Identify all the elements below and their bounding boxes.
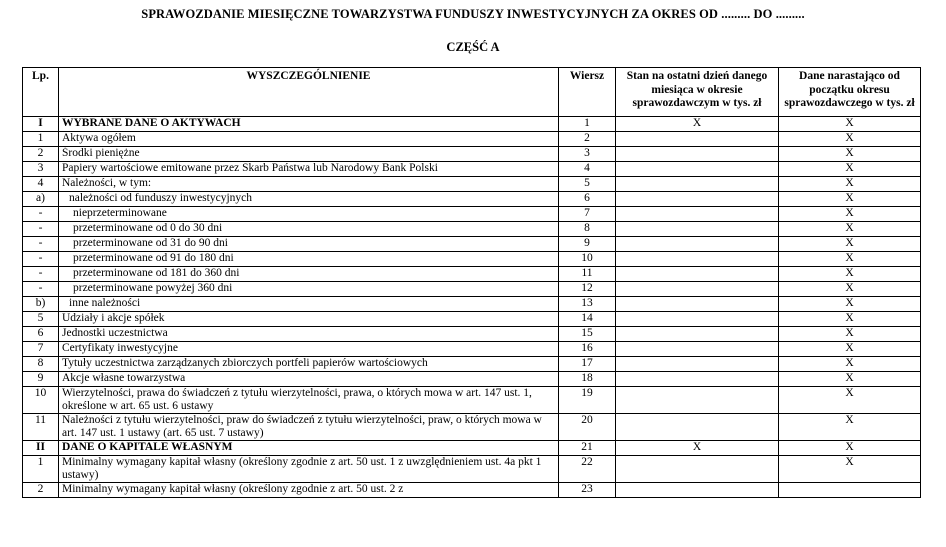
table-row [23, 342, 921, 357]
table-row [23, 297, 921, 312]
row-cumulative-value: X [779, 177, 921, 192]
row-number: 9 [559, 237, 616, 252]
row-number: 4 [559, 162, 616, 177]
row-number: 3 [559, 147, 616, 162]
row-cumulative-value: X [779, 192, 921, 207]
row-cumulative-value: X [779, 237, 921, 252]
row-description: przeterminowane powyżej 360 dni [59, 282, 559, 297]
row-lp: - [23, 222, 59, 237]
table-row [23, 387, 921, 414]
row-number: 19 [559, 387, 616, 414]
row-description: Aktywa ogółem [59, 132, 559, 147]
row-cumulative-value: X [779, 372, 921, 387]
row-month-end-value [616, 483, 779, 498]
row-month-end-value [616, 132, 779, 147]
row-lp: b) [23, 297, 59, 312]
row-lp: - [23, 282, 59, 297]
column-header-description: WYSZCZEGÓLNIENIE [59, 68, 559, 117]
row-description: Akcje własne towarzystwa [59, 372, 559, 387]
row-month-end-value [616, 267, 779, 282]
table-row [23, 237, 921, 252]
row-number: 11 [559, 267, 616, 282]
row-description: Należności, w tym: [59, 177, 559, 192]
table-row [23, 372, 921, 387]
row-number: 1 [559, 117, 616, 132]
row-lp: - [23, 252, 59, 267]
row-cumulative-value: X [779, 222, 921, 237]
column-header-lp: Lp. [23, 68, 59, 117]
row-description: przeterminowane od 31 do 90 dni [59, 237, 559, 252]
row-month-end-value [616, 456, 779, 483]
row-number: 22 [559, 456, 616, 483]
row-month-end-value [616, 207, 779, 222]
row-lp: 10 [23, 387, 59, 414]
row-number: 5 [559, 177, 616, 192]
row-description: Udziały i akcje spółek [59, 312, 559, 327]
row-month-end-value [616, 372, 779, 387]
row-lp: 1 [23, 456, 59, 483]
table-row [23, 483, 921, 498]
table-row [23, 327, 921, 342]
row-lp: a) [23, 192, 59, 207]
row-cumulative-value: X [779, 327, 921, 342]
row-lp: 4 [23, 177, 59, 192]
table-row-section-assets [23, 117, 921, 132]
row-month-end-value [616, 252, 779, 267]
row-month-end-value [616, 192, 779, 207]
row-description: Jednostki uczestnictwa [59, 327, 559, 342]
row-cumulative-value: X [779, 342, 921, 357]
row-number: 20 [559, 414, 616, 441]
row-number: 16 [559, 342, 616, 357]
report-table [22, 67, 921, 498]
table-row [23, 456, 921, 483]
row-cumulative-value: X [779, 456, 921, 483]
row-cumulative-value [779, 483, 921, 498]
row-month-end-value [616, 414, 779, 441]
row-month-end-value [616, 342, 779, 357]
row-month-end-value [616, 357, 779, 372]
row-lp: - [23, 237, 59, 252]
row-description: Certyfikaty inwestycyjne [59, 342, 559, 357]
row-description: Wierzytelności, prawa do świadczeń z tytułu wierzytelności, prawa, o których mowa w art. 147 ust. 1, określone w art. 65 ust. 6 ustawy [59, 387, 559, 414]
row-lp: - [23, 207, 59, 222]
row-month-end-value [616, 222, 779, 237]
row-cumulative-value: X [779, 441, 921, 456]
row-cumulative-value: X [779, 282, 921, 297]
row-description: DANE O KAPITALE WŁASNYM [59, 441, 559, 456]
row-month-end-value [616, 327, 779, 342]
row-lp: I [23, 117, 59, 132]
column-header-month-end-state: Stan na ostatni dzień danego miesiąca w okresie sprawozdawczym w tys. zł [616, 68, 779, 117]
row-cumulative-value: X [779, 414, 921, 441]
row-month-end-value [616, 282, 779, 297]
row-description: WYBRANE DANE O AKTYWACH [59, 117, 559, 132]
table-row-section-equity [23, 441, 921, 456]
table-row [23, 132, 921, 147]
table-row [23, 312, 921, 327]
row-month-end-value: X [616, 117, 779, 132]
row-month-end-value [616, 177, 779, 192]
row-description: należności od funduszy inwestycyjnych [59, 192, 559, 207]
report-part-heading: CZĘŚĆ A [446, 40, 500, 54]
row-month-end-value [616, 147, 779, 162]
row-description: przeterminowane od 181 do 360 dni [59, 267, 559, 282]
row-number: 14 [559, 312, 616, 327]
table-row [23, 162, 921, 177]
row-month-end-value [616, 387, 779, 414]
row-lp: 9 [23, 372, 59, 387]
row-cumulative-value: X [779, 147, 921, 162]
table-row [23, 252, 921, 267]
row-cumulative-value: X [779, 312, 921, 327]
row-lp: 6 [23, 327, 59, 342]
column-header-row-number: Wiersz [559, 68, 616, 117]
table-row [23, 177, 921, 192]
row-description: przeterminowane od 0 do 30 dni [59, 222, 559, 237]
row-description: Należności z tytułu wierzytelności, praw do świadczeń z tytułu wierzytelności, praw, o których mowa w art. 147 ust. 1 ustawy (art. 65 ust. 7 ustawy) [59, 414, 559, 441]
row-number: 7 [559, 207, 616, 222]
header-row [23, 68, 921, 117]
row-cumulative-value: X [779, 162, 921, 177]
row-description: nieprzeterminowane [59, 207, 559, 222]
row-number: 17 [559, 357, 616, 372]
row-month-end-value [616, 162, 779, 177]
row-description: Tytuły uczestnictwa zarządzanych zbiorczych portfeli papierów wartościowych [59, 357, 559, 372]
table-row [23, 222, 921, 237]
row-cumulative-value: X [779, 132, 921, 147]
row-lp: 8 [23, 357, 59, 372]
row-month-end-value [616, 237, 779, 252]
row-number: 18 [559, 372, 616, 387]
row-number: 12 [559, 282, 616, 297]
column-header-cumulative: Dane narastająco od początku okresu sprawozdawczego w tys. zł [779, 68, 921, 117]
table-row [23, 282, 921, 297]
row-description: Papiery wartościowe emitowane przez Skarb Państwa lub Narodowy Bank Polski [59, 162, 559, 177]
row-number: 2 [559, 132, 616, 147]
row-month-end-value: X [616, 441, 779, 456]
row-cumulative-value: X [779, 207, 921, 222]
row-description: inne należności [59, 297, 559, 312]
table-header [23, 68, 921, 117]
report-title: SPRAWOZDANIE MIESIĘCZNE TOWARZYSTWA FUNDUSZY INWESTYCYJNYCH ZA OKRES OD ......... DO ......... [141, 7, 805, 21]
table-row [23, 192, 921, 207]
table-row [23, 357, 921, 372]
row-number: 6 [559, 192, 616, 207]
row-lp: - [23, 267, 59, 282]
row-month-end-value [616, 312, 779, 327]
row-cumulative-value: X [779, 297, 921, 312]
row-lp: 2 [23, 483, 59, 498]
table-row [23, 207, 921, 222]
row-number: 21 [559, 441, 616, 456]
row-number: 13 [559, 297, 616, 312]
row-cumulative-value: X [779, 387, 921, 414]
row-cumulative-value: X [779, 357, 921, 372]
row-number: 8 [559, 222, 616, 237]
row-cumulative-value: X [779, 117, 921, 132]
table-row [23, 414, 921, 441]
row-lp: 3 [23, 162, 59, 177]
table-row [23, 147, 921, 162]
row-lp: 7 [23, 342, 59, 357]
row-month-end-value [616, 297, 779, 312]
row-description: Minimalny wymagany kapitał własny (określony zgodnie z art. 50 ust. 2 z [59, 483, 559, 498]
row-description: Środki pieniężne [59, 147, 559, 162]
row-lp: 2 [23, 147, 59, 162]
row-lp: 11 [23, 414, 59, 441]
row-number: 15 [559, 327, 616, 342]
row-cumulative-value: X [779, 267, 921, 282]
row-cumulative-value: X [779, 252, 921, 267]
row-number: 10 [559, 252, 616, 267]
row-description: Minimalny wymagany kapitał własny (określony zgodnie z art. 50 ust. 1 z uwzględnieniem ust. 4a pkt 1 ustawy) [59, 456, 559, 483]
row-lp: 5 [23, 312, 59, 327]
row-lp: 1 [23, 132, 59, 147]
row-description: przeterminowane od 91 do 180 dni [59, 252, 559, 267]
table-row [23, 267, 921, 282]
row-lp: II [23, 441, 59, 456]
row-number: 23 [559, 483, 616, 498]
